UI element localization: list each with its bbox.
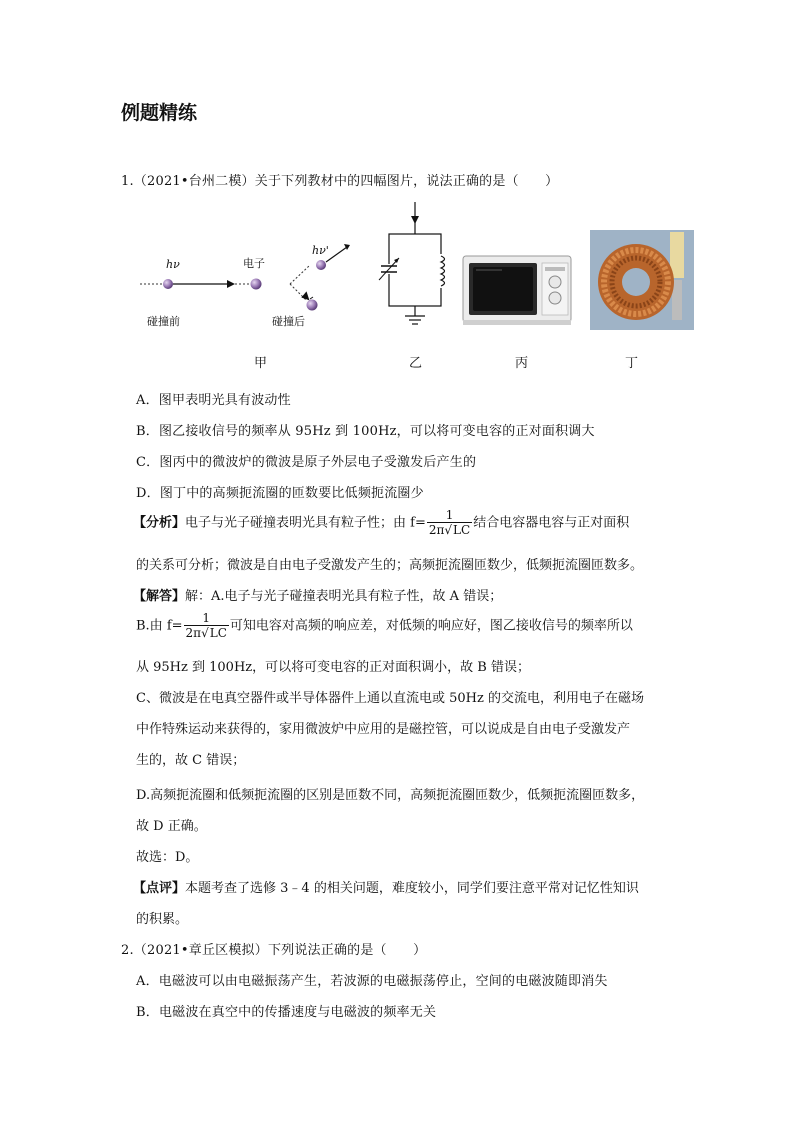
q1-option-a: A．图甲表明光具有波动性: [136, 393, 291, 408]
question-2-stem: 2.（2021•章丘区模拟）下列说法正确的是（ ）: [121, 943, 427, 958]
answer-line-c2: 中作特殊运动来获得的，家用微波炉中应用的是磁控管，可以说成是自由电子受激发产: [136, 722, 631, 737]
answer-tag: 【解答】: [133, 589, 186, 604]
figure-label-bing: 丙: [515, 356, 529, 371]
answer-line-d1: D.高频扼流圈和低频扼流圈的区别是匝数不同，高频扼流圈匝数少，低频扼流圈匝数多，: [136, 788, 645, 803]
comment-line-2: 的积累。: [136, 912, 189, 927]
section-title: 例题精练: [121, 102, 198, 124]
answer-choice: 故选：D。: [136, 850, 199, 865]
recoil-electron-ball: [307, 300, 318, 311]
toroid-hole: [622, 268, 650, 296]
figure-yi-lc-circuit: [377, 198, 457, 326]
q2-option-b: B．电磁波在真空中的传播速度与电磁波的频率无关: [136, 1005, 437, 1020]
analysis-line-1: [133, 509, 629, 537]
after-collision-label: 碰撞后: [272, 315, 305, 328]
photon-arrow-head: [227, 280, 235, 288]
figure-label-ding: 丁: [625, 356, 639, 371]
q1-option-d: D．图丁中的高频扼流圈的匝数要比低频扼流圈少: [136, 486, 424, 501]
answer-line-b2: 从 95Hz 到 100Hz，可以将可变电容的正对面积调小，故 B 错误；: [136, 660, 530, 675]
analysis-part1: 电子与光子碰撞表明光具有粒子性；由 f=: [185, 515, 426, 531]
before-collision-label: 碰撞前: [147, 315, 180, 328]
analysis-tag: 【分析】: [133, 515, 186, 531]
analysis-formula: $\frac{1}{2\pi√LC}$: [428, 508, 471, 537]
q1-option-c: C．图丙中的微波炉的微波是原子外层电子受激发后产生的: [136, 455, 477, 470]
comment-tag: 【点评】: [133, 881, 186, 896]
hv-prime-label: hν': [312, 244, 329, 257]
analysis-part2: 结合电容器电容与正对面积: [473, 515, 630, 531]
dial-bottom: [549, 292, 561, 304]
dial-top: [549, 276, 561, 288]
answer-formula: $\frac{1}{2\pi√LC}$: [185, 611, 227, 640]
answer-line-c3: 生的，故 C 错误；: [136, 753, 246, 768]
analysis-line-2: 的关系可分析；微波是自由电子受激发产生的；高频扼流圈匝数少，低频扼流圈匝数多。: [136, 558, 644, 573]
electron-ball: [251, 279, 262, 290]
hv-label: hν: [166, 258, 180, 271]
answer-line-c1: C、微波是在电真空器件或半导体器件上通以直流电或 50Hz 的交流电，利用电子在磁场: [136, 691, 644, 706]
answer-line-d2: 故 D 正确。: [136, 819, 207, 834]
photon-ball: [163, 279, 173, 289]
figure-ding-choke-coil: [590, 230, 694, 330]
answer-line-a: 【解答】解：A.电子与光子碰撞表明光具有粒子性，故 A 错误；: [133, 589, 503, 604]
figure-label-jia: 甲: [254, 356, 268, 371]
figure-bing-microwave: [462, 254, 574, 328]
electron-label: 电子: [243, 257, 265, 270]
q1-option-b: B．图乙接收信号的频率从 95Hz 到 100Hz，可以将可变电容的正对面积调大: [136, 424, 595, 439]
figure-label-yi: 乙: [409, 356, 423, 371]
scattered-photon-ball: [316, 260, 326, 270]
comment-line-1: 【点评】本题考查了选修 3﹣4 的相关问题，难度较小，同学们要注意平常对记忆性知识: [133, 881, 639, 896]
question-1-stem: 1.（2021•台州二模）关于下列教材中的四幅图片，说法正确的是（ ）: [121, 174, 559, 189]
q2-option-a: A．电磁波可以由电磁振荡产生，若波源的电磁振荡停止，空间的电磁波随即消失: [136, 974, 608, 989]
answer-line-b: B.由 f= $\frac{1}{2\pi√LC}$ 可知电容对高频的响应差，对低频的响应好，图乙接收信号的频率所以: [136, 611, 633, 640]
